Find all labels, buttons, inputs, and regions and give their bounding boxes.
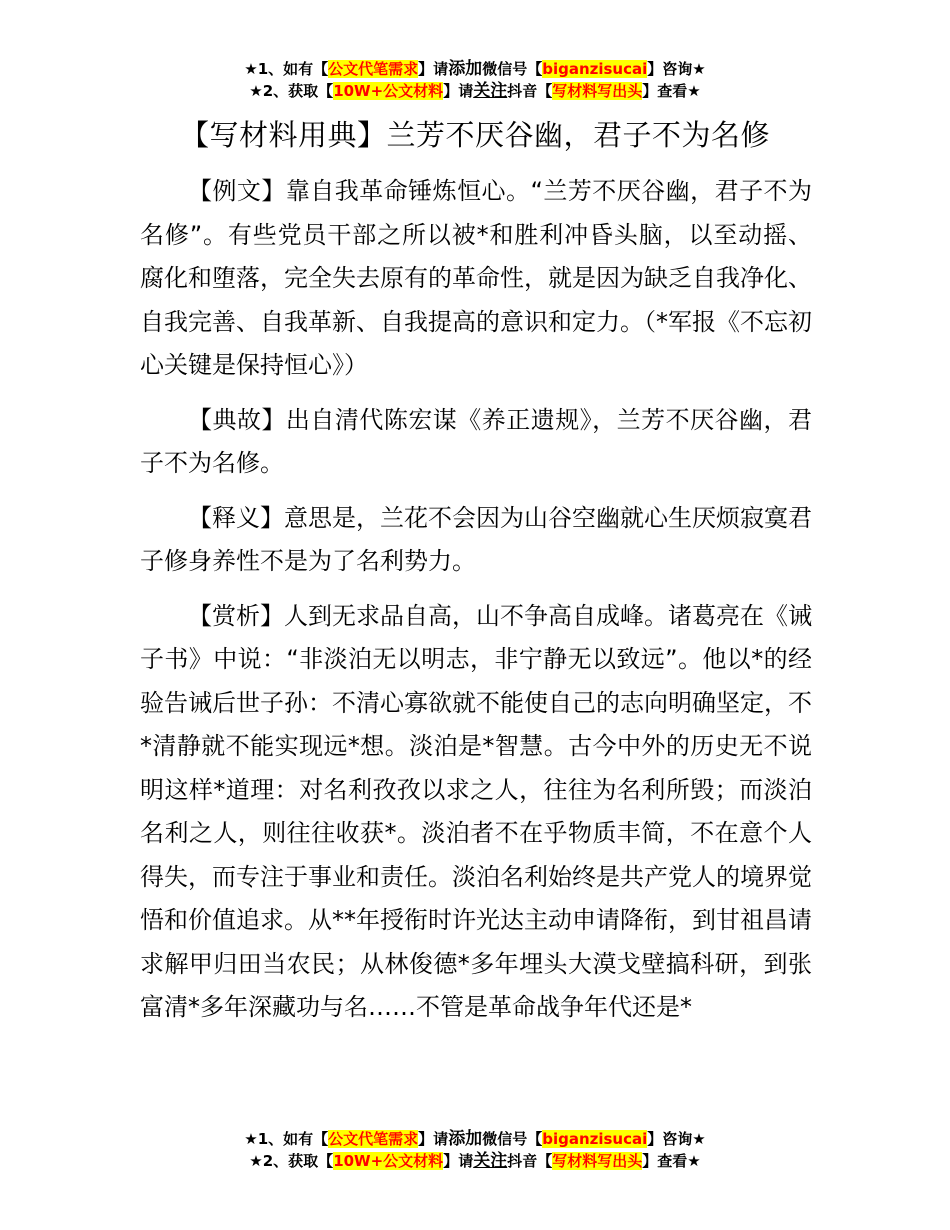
banner-text: 抖音【	[507, 1152, 553, 1170]
banner-text: 】请	[418, 60, 449, 78]
highlight-materials: 10W+公文材料	[333, 82, 444, 100]
highlight-wechat-id: biganzisucai	[542, 60, 648, 78]
banner-text: 】查看★	[642, 82, 701, 100]
banner-text: ★1、如有【	[244, 60, 329, 78]
banner-line-1	[0, 58, 950, 80]
banner-text: ★2、获取【	[249, 1152, 334, 1170]
header-banner	[0, 58, 950, 102]
highlight-wechat-id: biganzisucai	[542, 1130, 648, 1148]
banner-line-2	[0, 1150, 950, 1172]
banner-text: 微信号【	[482, 60, 543, 78]
footer-banner	[0, 1128, 950, 1172]
banner-line-1	[0, 1128, 950, 1150]
paragraph-meaning: 【释义】意思是，兰花不会因为山谷空幽就心生厌烦寂寞君子修身养性不是为了名利势力。	[140, 503, 812, 575]
document-body	[140, 170, 812, 1041]
paragraph-analysis: 【赏析】人到无求品自高，山不争高自成峰。诸葛亮在《诫子书》中说：“非淡泊无以明志，非宁静无以致远”。他以*的经验告诫后世子孙：不清心寡欲就不能使自己的志向明确坚定，不*清静就不能实现远*想。淡泊是*智慧。古今中外的历史无不说明这样*道理：对名利孜孜以求之人，往往为名利所毁；而淡泊名利之人，则往往收获*。淡泊者不在乎物质丰简，不在意个人得失，而专注于事业和责任。淡泊名利始终是共产党人的境界觉悟和价值追求。从**年授衔时许光达主动申请降衔，到甘祖昌请求解甲归田当农民；从林俊德*多年埋头大漠戈壁搞科研，到张富清*多年深藏功与名……不管是革命战争年代还是*	[140, 601, 812, 1021]
banner-text: 关注	[473, 81, 508, 101]
banner-text: 添加	[448, 59, 483, 79]
paragraph-allusion: 【典故】出自清代陈宏谋《养正遗规》，兰芳不厌谷幽，君子不为名修。	[140, 405, 812, 477]
banner-text: 】咨询★	[647, 1130, 706, 1148]
banner-line-2	[0, 80, 950, 102]
highlight-douyin: 写材料写出头	[552, 1152, 643, 1170]
highlight-materials: 10W+公文材料	[333, 1152, 444, 1170]
banner-text: 微信号【	[482, 1130, 543, 1148]
banner-text: 】查看★	[642, 1152, 701, 1170]
banner-text: 】咨询★	[647, 60, 706, 78]
page-title: 【写材料用典】兰芳不厌谷幽，君子不为名修	[179, 118, 770, 152]
banner-text: 关注	[473, 1151, 508, 1171]
banner-text: 】请	[443, 1152, 474, 1170]
highlight-douyin: 写材料写出头	[552, 82, 643, 100]
highlight-service: 公文代笔需求	[328, 60, 419, 78]
banner-text: 抖音【	[507, 82, 553, 100]
banner-text: 添加	[448, 1129, 483, 1149]
banner-text: 】请	[418, 1130, 449, 1148]
banner-text: 】请	[443, 82, 474, 100]
banner-text: ★1、如有【	[244, 1130, 329, 1148]
paragraph-example: 【例文】靠自我革命锤炼恒心。“兰芳不厌谷幽，君子不为名修”。有些党员干部之所以被*和胜利冲昏头脑，以至动摇、腐化和堕落，完全失去原有的革命性，就是因为缺乏自我净化、自我完善、自我革新、自我提高的意识和定力。（*军报《不忘初心关键是保持恒心》）	[140, 177, 812, 379]
banner-text: ★2、获取【	[249, 82, 334, 100]
highlight-service: 公文代笔需求	[328, 1130, 419, 1148]
